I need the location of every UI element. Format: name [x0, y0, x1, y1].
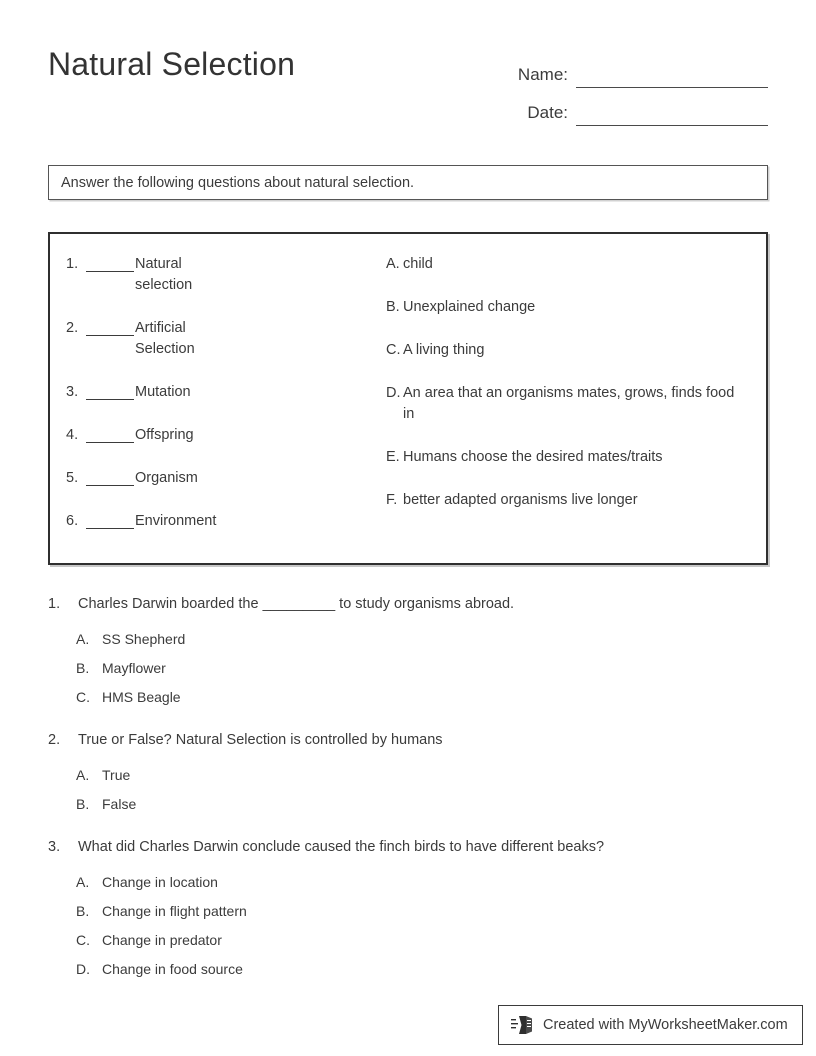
matching-definition-letter: E.: [386, 449, 400, 465]
created-with-badge[interactable]: [498, 1005, 803, 1045]
matching-definitions-column: [386, 254, 746, 533]
choice-letter: A.: [76, 631, 90, 647]
matching-term-label: Environment: [135, 513, 217, 529]
instruction-box: [48, 165, 768, 200]
matching-answer-blank[interactable]: [86, 425, 134, 443]
matching-answer-blank[interactable]: [86, 511, 134, 529]
choice-text: Change in predator: [102, 932, 222, 948]
question-choices: [76, 629, 768, 708]
matching-definition-row[interactable]: [386, 297, 746, 318]
matching-term-row[interactable]: [66, 425, 376, 446]
matching-exercise-box: [48, 232, 768, 565]
questions-section: [48, 594, 768, 1002]
matching-term-row[interactable]: [66, 318, 376, 360]
worksheet-header: [48, 44, 768, 124]
choice-text: False: [102, 796, 137, 812]
name-label: Name:: [517, 65, 568, 84]
question-number: 2.: [48, 732, 61, 748]
date-label: Date:: [527, 103, 568, 122]
choice-item[interactable]: [76, 959, 768, 980]
question-item: [48, 837, 768, 980]
matching-term-row[interactable]: [66, 254, 376, 296]
created-with-text: Created with MyWorksheetMaker.com: [543, 1017, 788, 1033]
question-text: What did Charles Darwin conclude caused the finch birds to have different beaks?: [78, 839, 605, 855]
choice-text: Change in food source: [102, 961, 243, 977]
choice-item[interactable]: [76, 794, 768, 815]
question-choices: [76, 765, 768, 815]
question-prompt: [48, 837, 768, 858]
question-text: Charles Darwin boarded the _________ to study organisms abroad.: [78, 596, 515, 612]
matching-term-row[interactable]: [66, 511, 376, 532]
choice-text: Change in location: [102, 874, 218, 890]
matching-term-number: 4.: [66, 427, 79, 443]
matching-definition-letter: A.: [386, 256, 400, 272]
choice-item[interactable]: [76, 930, 768, 951]
matching-definition-row[interactable]: [386, 340, 746, 361]
matching-answer-blank[interactable]: [86, 318, 134, 336]
question-prompt: [48, 730, 768, 751]
matching-answer-blank[interactable]: [86, 254, 134, 272]
date-input-line[interactable]: [576, 105, 768, 126]
choice-item[interactable]: [76, 687, 768, 708]
choice-text: HMS Beagle: [102, 689, 181, 705]
matching-term-number: 5.: [66, 470, 79, 486]
matching-term-label: Natural selection: [135, 256, 193, 293]
matching-terms-column: [66, 254, 376, 554]
choice-letter: D.: [76, 961, 90, 977]
matching-definition-text: better adapted organisms live longer: [403, 492, 638, 508]
matching-term-label: Artificial Selection: [135, 320, 195, 357]
choice-item[interactable]: [76, 872, 768, 893]
choice-text: True: [102, 767, 131, 783]
matching-term-row[interactable]: [66, 382, 376, 403]
matching-term-number: 2.: [66, 320, 79, 336]
choice-letter: A.: [76, 874, 90, 890]
choice-item[interactable]: [76, 658, 768, 679]
question-item: [48, 594, 768, 708]
instruction-text: Answer the following questions about natural selection.: [61, 174, 415, 191]
choice-letter: A.: [76, 767, 90, 783]
choice-letter: B.: [76, 660, 90, 676]
choice-letter: C.: [76, 932, 90, 948]
matching-definition-text: Unexplained change: [403, 299, 536, 315]
matching-definition-row[interactable]: [386, 254, 746, 275]
question-number: 1.: [48, 596, 61, 612]
date-row: [468, 88, 768, 126]
matching-answer-blank[interactable]: [86, 468, 134, 486]
matching-term-row[interactable]: [66, 468, 376, 489]
choice-letter: B.: [76, 903, 90, 919]
matching-term-number: 3.: [66, 384, 79, 400]
choice-text: Mayflower: [102, 660, 166, 676]
matching-definition-letter: F.: [386, 492, 398, 508]
matching-definition-text: An area that an organisms mates, grows, finds food in: [403, 385, 735, 422]
choice-text: SS Shepherd: [102, 631, 186, 647]
name-date-fields: [468, 50, 768, 126]
matching-definition-letter: D.: [386, 385, 401, 401]
question-item: [48, 730, 768, 815]
question-number: 3.: [48, 839, 61, 855]
matching-term-label: Mutation: [135, 384, 191, 400]
matching-definition-letter: B.: [386, 299, 400, 315]
question-choices: [76, 872, 768, 980]
matching-definition-row[interactable]: [386, 490, 746, 511]
page-title: Natural Selection: [48, 46, 296, 82]
name-row: [468, 50, 768, 88]
worksheet-maker-logo-icon: [511, 1014, 535, 1036]
question-prompt: [48, 594, 768, 615]
matching-term-label: Offspring: [135, 427, 194, 443]
choice-item[interactable]: [76, 901, 768, 922]
choice-letter: B.: [76, 796, 90, 812]
matching-term-number: 6.: [66, 513, 79, 529]
question-text: True or False? Natural Selection is controlled by humans: [78, 732, 443, 748]
matching-definition-row[interactable]: [386, 447, 746, 468]
matching-definition-text: Humans choose the desired mates/traits: [403, 449, 663, 465]
matching-definition-letter: C.: [386, 342, 401, 358]
choice-text: Change in flight pattern: [102, 903, 247, 919]
matching-definition-text: A living thing: [403, 342, 485, 358]
choice-item[interactable]: [76, 629, 768, 650]
matching-term-label: Organism: [135, 470, 198, 486]
matching-term-number: 1.: [66, 256, 79, 272]
choice-item[interactable]: [76, 765, 768, 786]
matching-definition-row[interactable]: [386, 383, 746, 425]
matching-definition-text: child: [403, 256, 433, 272]
name-input-line[interactable]: [576, 67, 768, 88]
matching-answer-blank[interactable]: [86, 382, 134, 400]
choice-letter: C.: [76, 689, 90, 705]
